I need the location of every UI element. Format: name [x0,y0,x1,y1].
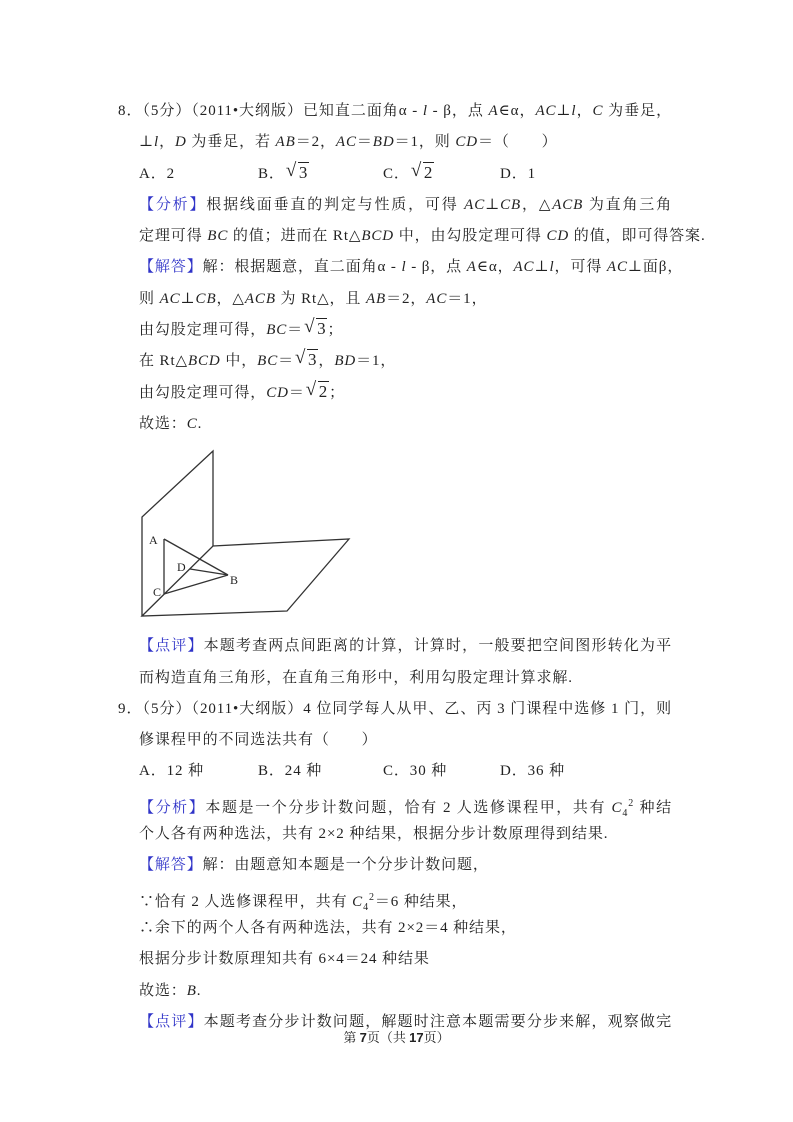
text-line [118,976,672,1007]
radicand: 2 [423,162,434,182]
text-run: ＝6 种结果， [374,893,468,910]
text-run: ，可得 [554,259,607,276]
math-variable: l [571,103,577,119]
text-run: ， [576,103,593,119]
label-B: B [230,573,239,587]
section-tag: 【点评】 [139,1013,204,1030]
text-run: ； [327,322,344,339]
text-run: 本题考查分步计数问题，解题时注意本题需要分步来解，观察做完 [203,1013,672,1030]
text-run: 解：根据题意，直二面角α - [202,259,402,276]
square-root [287,164,309,181]
text-line [118,409,672,440]
question-8-analysis [118,190,706,253]
answer-option [383,159,500,190]
text-line [118,850,672,881]
square-root [296,351,318,368]
math-variable: ACB [552,196,584,213]
text-line [118,913,672,944]
math-variable: AC [535,103,557,119]
text-run: 根据线面垂直的判定与性质，可得 [206,196,465,213]
text-run: D．36 种 [500,763,565,780]
square-root [307,383,329,400]
math-variable: AC [159,290,181,307]
text-line [118,725,672,756]
math-variable: A [488,103,499,119]
math-variable: CD [546,228,570,245]
text-run: ； [329,384,346,401]
math-variable: l [401,259,407,276]
text-line [118,315,672,346]
text-run: ⊥ [556,103,572,119]
text-run: A．2 [139,165,176,182]
radicand: 2 [318,381,329,401]
math-variable: BD [334,353,357,370]
math-variable: B [186,982,197,999]
text-line [118,221,706,252]
text-run: ＝ [288,384,305,401]
text-run: ∈α， [476,259,514,276]
square-root [305,320,327,337]
text-run: 故选： [139,415,187,432]
text-line [118,694,672,725]
section-tag: 【点评】 [139,638,204,655]
text-run: . [196,982,202,999]
math-variable: CD [266,384,289,401]
square-root [412,164,434,181]
math-variable: BCD [361,228,395,245]
text-line [118,663,672,694]
math-variable: D [175,134,187,151]
text-run: 的值；进而在 Rt△ [228,228,362,245]
text-run: ⊥ [180,290,196,307]
math-variable: C [352,893,364,910]
footer-suffix: 页） [423,1030,450,1045]
math-variable: AB [365,290,387,307]
text-run: C． [383,165,410,182]
text-run: ＝ [278,353,294,370]
text-line [118,127,672,158]
text-run: ∈α， [498,103,536,119]
horizontal-plane [142,539,349,616]
answer-option [139,159,258,190]
question-8-stem [118,96,672,159]
text-run: 为垂足， [608,103,672,119]
answer-option [500,159,536,190]
label-D: D [177,560,186,574]
text-run: B．24 种 [258,763,323,780]
math-variable: AC [335,134,357,151]
section-tag: 【分析】 [139,196,207,213]
text-run: 中， [220,353,258,370]
answer-option [383,756,500,787]
text-line [118,819,672,850]
text-run: ＝1， [447,290,488,307]
text-run: 在 Rt△ [139,353,188,370]
math-variable: AC [464,196,486,213]
math-variable: AC [426,290,448,307]
math-variable: BCD [187,353,221,370]
question-8-solution [118,252,684,440]
text-run: D．1 [500,165,537,182]
text-run: 为直角三角 [588,196,672,213]
text-line [118,346,672,377]
math-variable: BD [372,134,395,151]
text-line [118,631,672,662]
page-footer [0,1027,793,1046]
radicand: 3 [308,350,318,370]
text-run: ＝ [356,134,373,151]
question-9-stem [118,694,672,757]
text-line [118,788,672,819]
math-variable: AC [513,259,535,276]
question-9-analysis [118,788,672,851]
text-run: 为垂足，若 [186,134,276,151]
text-run: 解：由题意知本题是一个分步计数问题， [202,857,489,874]
section-tag: 【解答】 [139,857,203,874]
text-run: ＝1，则 [394,134,456,151]
math-subscript: 4 [363,901,369,913]
math-variable: BC [257,353,279,370]
text-run: 定理可得 [139,228,208,245]
text-run: A．12 种 [139,763,204,780]
question-9-options [118,756,672,787]
text-run: 中，由勾股定理可得 [394,228,547,245]
footer-total-pages: 17 [409,1030,424,1045]
text-line [118,252,684,283]
text-run: ⊥ [485,196,501,213]
text-run: 而构造直角三角形，在直角三角形中，利用勾股定理计算求解. [139,669,573,686]
text-run: 8．（5分）（2011•大纲版）已知直二面角α - [118,103,423,119]
text-run: 个人各有两种选法，共有 2×2 种结果，根据分步计数原理得到结果. [139,826,609,843]
section-tag: 【分析】 [139,799,206,816]
text-line [118,378,672,409]
text-run: 则 [139,290,160,307]
question-8-comment [118,631,672,694]
text-run: 由勾股定理可得， [139,384,267,401]
math-variable: C [186,415,198,432]
math-variable: BC [207,228,229,245]
text-line [118,882,672,913]
footer-middle: 页（共 [366,1030,410,1045]
answer-option [500,756,565,787]
footer-prefix: 第 [343,1030,360,1045]
text-run: 为 Rt△，且 [275,290,366,307]
question-8-options [118,159,672,190]
math-subscript: 4 [622,807,629,819]
text-run: ⊥面β， [627,259,684,276]
radicand: 3 [298,162,309,182]
text-run: ⊥ [139,134,155,151]
text-run: 故选： [139,982,187,999]
answer-option [258,756,383,787]
text-run: ⊥ [534,259,550,276]
text-run: ，△ [216,290,245,307]
math-variable: CB [195,290,217,307]
text-run: ＝2， [386,290,427,307]
math-variable: ACB [244,290,276,307]
math-variable: C [592,103,604,119]
question-9-solution [118,850,672,1006]
math-variable: BC [266,322,288,339]
text-run: 根据分步计数原理知共有 6×4＝24 种结果 [139,951,430,968]
text-run: ＝2， [295,134,336,151]
label-C: C [153,585,162,599]
text-run: . [197,415,203,432]
answer-option [139,756,258,787]
math-variable: C [611,799,623,816]
text-run: 修课程甲的不同选法共有（ ） [139,732,378,749]
text-run: 种结 [639,799,672,816]
text-run: ，△ [521,196,553,213]
text-run: 的值，即可得答案. [569,228,706,245]
answer-option [258,159,383,190]
text-run: ， [318,353,335,370]
text-run: C．30 种 [383,763,448,780]
text-run: 本题是一个分步计数问题，恰有 2 人选修课程甲，共有 [205,799,612,816]
math-variable: l [422,103,428,119]
text-run: 由勾股定理可得， [139,322,267,339]
text-line [118,284,672,315]
math-variable: CD [455,134,478,151]
math-variable: AC [606,259,628,276]
radicand: 3 [317,319,327,339]
text-line [118,190,672,221]
text-run: ∵恰有 2 人选修课程甲，共有 [139,893,353,910]
text-run: - β，点 [406,259,467,276]
section-tag: 【解答】 [139,259,203,276]
math-superscript: 2 [368,891,375,903]
math-variable: A [466,259,477,276]
text-run: ＝ [287,322,304,339]
footer-page-number: 7 [359,1030,367,1045]
math-superscript: 2 [628,797,635,809]
text-run: ∴余下的两个人各有两种选法，共有 2×2＝4 种结果， [139,919,517,936]
math-variable: l [154,134,160,151]
math-variable: l [549,259,555,276]
text-run: 9．（5分）（2011•大纲版）4 位同学每人从甲、乙、丙 3 门课程中选修 1 门，则 [118,700,672,717]
text-run: B． [258,165,285,182]
text-run: 本题考查两点间距离的计算，计算时，一般要把空间图形转化为平 [203,638,672,655]
math-variable: AB [275,134,296,151]
label-A: A [149,533,158,547]
text-line [118,96,672,127]
text-run: - β，点 [427,103,489,119]
text-run: ＝（ ） [477,134,558,151]
dihedral-angle-figure [130,440,370,630]
text-line [118,944,672,975]
math-variable: CB [500,196,522,213]
text-run: ＝1， [356,353,397,370]
text-run: ， [159,134,175,151]
